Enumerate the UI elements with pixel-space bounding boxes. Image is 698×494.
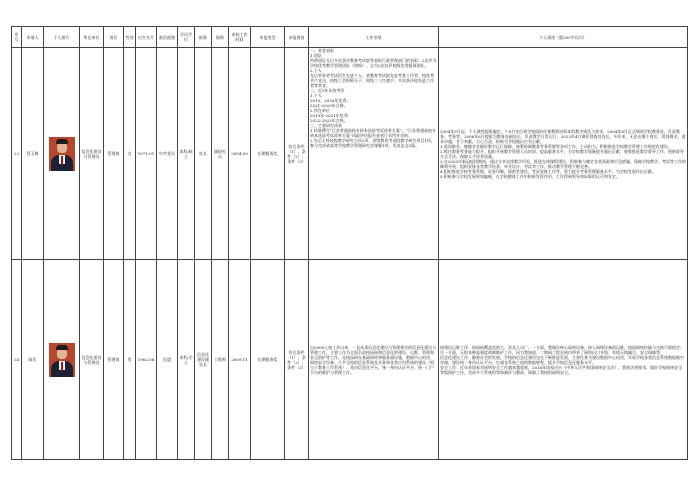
cell-politics: 民盟 xyxy=(157,260,178,460)
award-table xyxy=(11,26,688,460)
col-header-post: 岗位 xyxy=(104,27,124,48)
portrait-photo xyxy=(49,137,75,171)
cell-post: 管理岗 xyxy=(104,48,124,260)
cell-title: 副研究员 xyxy=(212,48,229,260)
cell-type: 长期服务奖 xyxy=(251,48,285,260)
cell-name: 陈军 xyxy=(22,260,44,460)
cell-achievements xyxy=(309,48,439,260)
cell-unit: 信息化建设与管理处 xyxy=(80,48,104,260)
col-header-degree: 学历学位 xyxy=(178,27,195,48)
col-header-join: 来校工作时间 xyxy=(229,27,251,48)
col-header-duty: 职务 xyxy=(195,27,212,48)
cell-politics: 中共党员 xyxy=(157,48,178,260)
cell-gender: 女 xyxy=(124,48,136,260)
col-header-title: 职称 xyxy=(212,27,229,48)
cell-birth: 1971.01 xyxy=(136,48,157,260)
cell-unit: 信息化建设与管理处 xyxy=(80,260,104,460)
deeds-text: 2004年9月起，个人教授提拔编定，7-8月先后到学校组织任课教师培训本科教学规范与要求，2004年8月正式调到学校教务处，负责教务、考务等。2006年6月提拔为教务处副处长，负责教学日常运行，2022年4月调任督查处处长，多年来，无论在哪个岗位，爱岗敬业，追求卓越，甘于奉献，尽心尽责，积极为学校做出应有贡献。 1.爱岗敬业，兢兢业业做好教学运行保障，统筹协调教务考务管理等各项工作，主动担当，积极推进学校教学管理工作规范化建设。 2.抓住教务考务能力提升，组织开展教学管理人员培训，提高服务水平，为学校教学质量提升做出贡献；统筹推进教学督导工作，创新督导方式方法，保障人才培养质量。 3.在2020年新冠疫情期间，通过分享在线教学经验，推进在线课程建设，积极参与制定各类预案和应急措施，保障学校教学、考试等工作的顺利开展；组织安排各类教学检查、毕业设计、考试等工作，推动教学管理不断完善。 4.组织推进学校考务管理、试卷印制、保密室建设、考试安排工作等，努力提升考务管理服务水平，为学校发展作出贡献。 5.积极参与学校发展规划编制，在学校整体工作中积极发挥作用，工作得到领导和同事的认可和肯定。 xyxy=(440,128,686,179)
cell-type: 长期服务奖 xyxy=(251,260,285,460)
cell-reason: 符合条件（1）、条件（2）、条件（3） xyxy=(285,260,309,460)
achievements-text: 一、荣誉表彰 1.团队 所带团队先后多次获评教务考试院等表彰行政管理部门的表彰；2次评为学校优秀教学管理团队（校级），全为2次获评校级优秀服务团队。 2.个人 先后荣获省考试招生先进个人、省教育考试院先进考务工作者、校优秀共产党员、校级工会积极分子、校级三八红旗手；多次获评校先进工作者等荣誉。 二、近5年年终考评 1.个人 2019、2020年优秀； 2021-2023年合格。 2.所在单位 2019年-2021年优秀； 2022-2023年合格。 三、主要研究成果 1.执笔撰写“江苏普通高校专转本选拔考试改革方案”、“江苏普通高校专转本选拔考试改革方案”风险评估报告获省厅采用并采纳； 2.先后主持校级教学研究立项2项，省级教育考试院教学研究项目1项，参与完成省高等学校教学管理研究会课题1项，发表论文3篇。 xyxy=(310,48,437,148)
table-row xyxy=(12,48,688,260)
cell-duty: 处长 xyxy=(195,48,212,260)
document-sheet xyxy=(11,26,687,460)
cell-join: 2004.09 xyxy=(229,48,251,260)
cell-deeds xyxy=(439,260,688,460)
header-row xyxy=(12,27,688,48)
col-header-achievements: 工作业绩 xyxy=(309,27,439,48)
cell-achievements xyxy=(309,260,439,460)
cell-degree: 本科/学士 xyxy=(178,260,195,460)
deeds-text: 网建设运维工作：校园网覆盖范围大，涉及人员广，一方面，我做好核心网络设备、接入网络设备的运维，校园网络传输与交换可靠稳定；另一方面，无惧各种高强度故障维护工作，因为我知道，二期网工程在校内带来了网络出口升级、有线无线融合、安全保障等。 信息化建设工作：随着社会的发展，学校的信息化建设也在不断推进发展，主要任务为建设数据中心机房，实现学校各类信息系统数据集中存储，建设统一身份认证平台，打通各系统之间的数据壁垒，提升学校信息化服务水平。 安全工作：近年来国家对网络安全工作越来越重视，2016年国家出台《中华人民共和国网络安全法》，我按法规要求，做好学校网络安全等级保护工作，完成多个系统的等保测评与整改，保障了我校的网络安全。 xyxy=(440,344,684,375)
achievements-text: 自2009入校工作以来，一直从事信息化建设与管理相关的信息化建设与管理工作，主要工作为全面负责校园网和信息化的建设、运维、管理和安全防护等工作，及校园网在基础网络和服务器设施、数据中心机房、网络安全设备、几乎全校的信息系统及业务和各类应用系统的建设（相当于教务工作系统）、党员信息化平台、统一身份认证平台、统一门户平台的维护与管理工作。 xyxy=(310,344,437,375)
cell-gender: 男 xyxy=(124,260,136,460)
cell-reason: 符合条件（1）、条件（2）、条件（3） xyxy=(285,48,309,260)
cell-duty: 信息化建设副处长 xyxy=(195,260,212,460)
table-row xyxy=(12,260,688,460)
cell-deeds xyxy=(439,48,688,260)
portrait-photo xyxy=(49,343,75,377)
col-header-reason: 申报理由 xyxy=(285,27,309,48)
col-header-birth: 出生年月 xyxy=(136,27,157,48)
cell-no: 23 xyxy=(12,48,22,260)
col-header-unit: 所在单位 xyxy=(80,27,104,48)
col-header-type: 申报类型 xyxy=(251,27,285,48)
cell-photo xyxy=(44,260,80,460)
col-header-deeds: 个人事迹（限500字以内） xyxy=(439,27,688,48)
cell-name: 蔡玉梅 xyxy=(22,48,44,260)
col-header-name: 申请人 xyxy=(22,27,44,48)
cell-title: 工程师 xyxy=(212,260,229,460)
col-header-no: 序号 xyxy=(12,27,22,48)
cell-no: 24 xyxy=(12,260,22,460)
cell-birth: 1982.06 xyxy=(136,260,157,460)
cell-photo xyxy=(44,48,80,260)
cell-join: 2009.11 xyxy=(229,260,251,460)
col-header-gender: 性别 xyxy=(124,27,136,48)
cell-post: 管理岗 xyxy=(104,260,124,460)
col-header-photo: 个人照片 xyxy=(44,27,80,48)
col-header-politics: 政治面貌 xyxy=(157,27,178,48)
cell-degree: 本科/硕士 xyxy=(178,48,195,260)
